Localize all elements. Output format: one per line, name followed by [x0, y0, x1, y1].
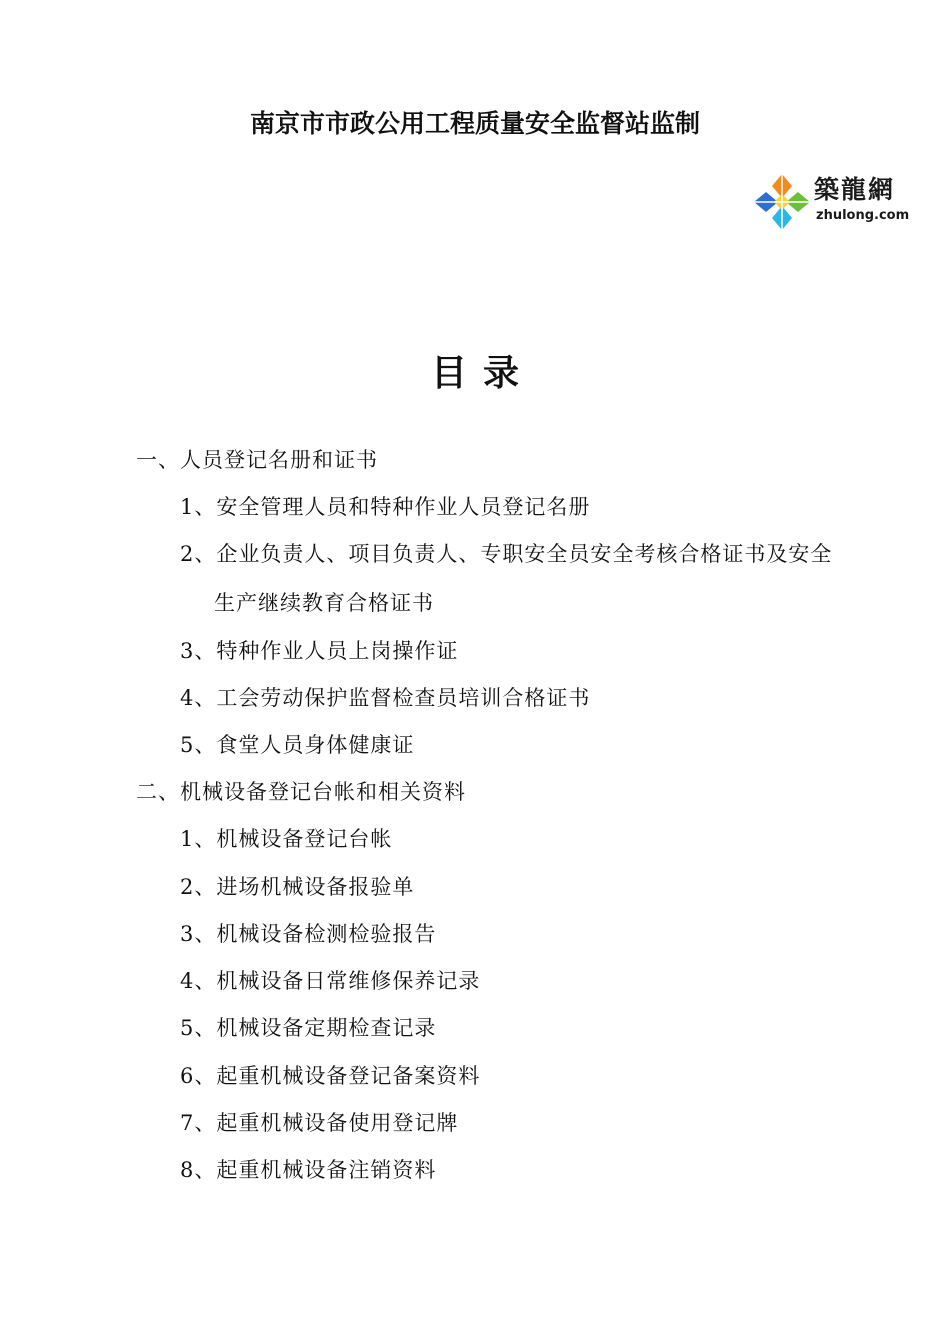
toc-section-2: 二、机械设备登记台帐和相关资料: [136, 780, 466, 804]
toc-section-1: 一、人员登记名册和证书: [136, 448, 378, 472]
toc-item: 4、机械设备日常维修保养记录: [180, 969, 481, 993]
toc-item-continuation: 生产继续教育合格证书: [214, 591, 434, 615]
toc-item: 1、安全管理人员和特种作业人员登记名册: [180, 495, 591, 519]
document-header-title: 南京市市政公用工程质量安全监督站监制: [249, 109, 700, 138]
toc-item: 3、特种作业人员上岗操作证: [180, 639, 459, 663]
toc-item: 2、进场机械设备报验单: [180, 875, 415, 899]
toc-item: 8、起重机械设备注销资料: [180, 1158, 437, 1182]
logo-domain-text: zhulong.com: [816, 208, 910, 223]
logo-chinese-text: 築龍網: [814, 175, 896, 204]
toc-item: 5、食堂人员身体健康证: [180, 733, 415, 757]
toc-item: 2、企业负责人、项目负责人、专职安全员安全考核合格证书及安全: [180, 542, 833, 566]
zhulong-logo-mark: [752, 172, 812, 232]
toc-item: 3、机械设备检测检验报告: [180, 922, 437, 946]
toc-heading: 目录: [430, 352, 535, 394]
toc-item: 5、机械设备定期检查记录: [180, 1016, 437, 1040]
toc-item: 6、起重机械设备登记备案资料: [180, 1064, 481, 1088]
toc-item: 4、工会劳动保护监督检查员培训合格证书: [180, 686, 591, 710]
toc-item: 7、起重机械设备使用登记牌: [180, 1111, 459, 1135]
toc-item: 1、机械设备登记台帐: [180, 827, 393, 851]
zhulong-logo: [750, 168, 910, 234]
